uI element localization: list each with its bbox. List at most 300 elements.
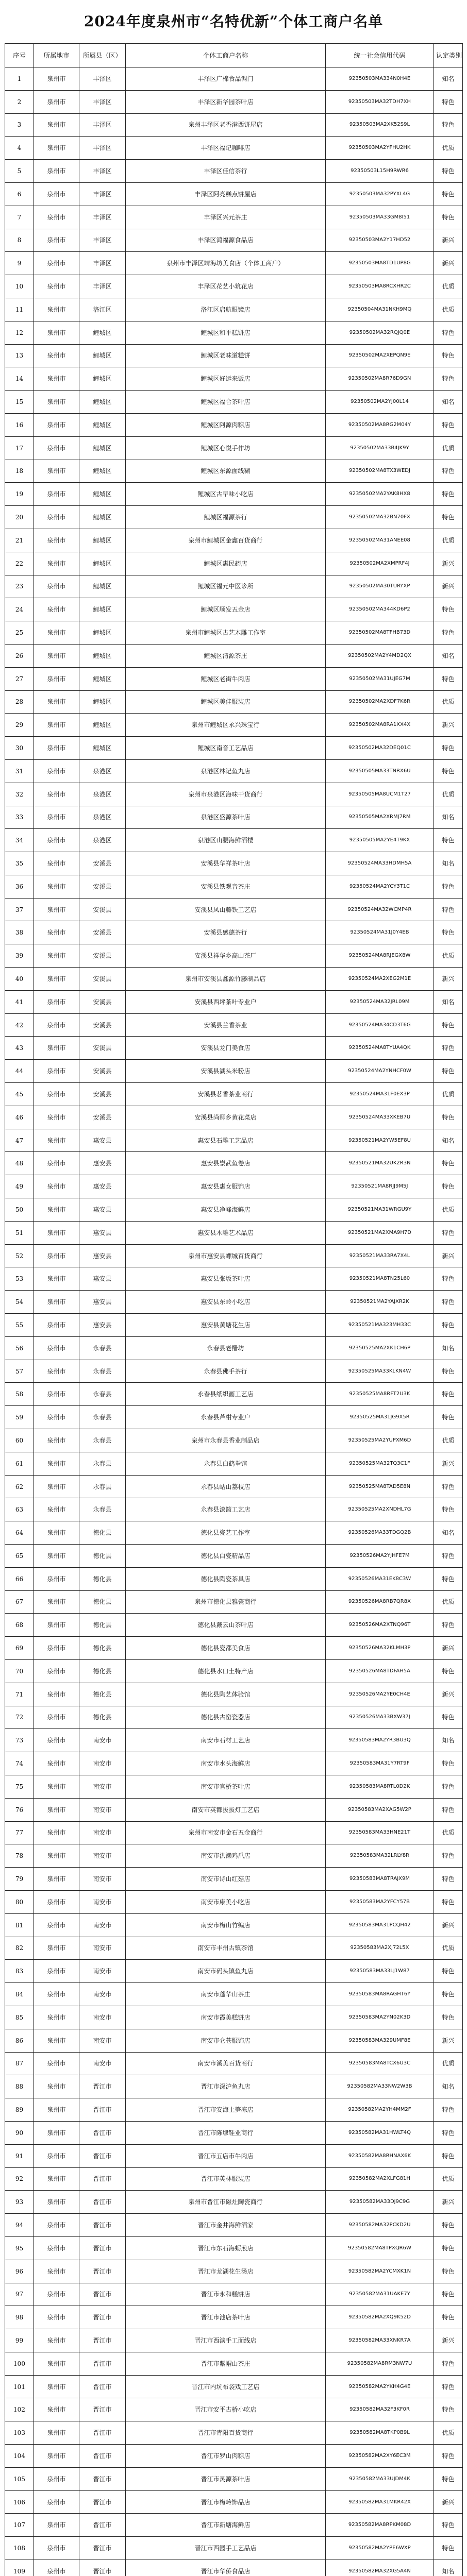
cell-merchant-name: 泉州市南安市金石五金商行 — [126, 1821, 326, 1844]
cell-index: 47 — [5, 1129, 34, 1152]
cell-merchant-name: 德化县古窑瓷器店 — [126, 1706, 326, 1729]
cell-district: 德化县 — [79, 1706, 126, 1729]
cell-credit-code: 92350582MA2YKH4G4E — [326, 2375, 434, 2398]
cell-credit-code: 92350521MA32UK2R3N — [326, 1152, 434, 1175]
cell-category: 知名 — [434, 1521, 463, 1545]
table-row — [5, 921, 463, 944]
cell-category: 特色 — [434, 1475, 463, 1498]
table-row — [5, 2167, 463, 2191]
cell-credit-code: 92350503MA32TDH7XH — [326, 90, 434, 113]
cell-credit-code: 92350503MA2Y17HD52 — [326, 229, 434, 252]
cell-district: 永春县 — [79, 1452, 126, 1475]
cell-city: 泉州市 — [34, 1360, 79, 1383]
cell-city: 泉州市 — [34, 2236, 79, 2260]
cell-category: 优质 — [434, 137, 463, 160]
cell-district: 安溪县 — [79, 944, 126, 968]
table-row — [5, 483, 463, 506]
cell-index: 62 — [5, 1475, 34, 1498]
cell-district: 鲤城区 — [79, 321, 126, 344]
cell-index: 45 — [5, 1083, 34, 1106]
cell-credit-code: 92350583MA2YFCY57B — [326, 1890, 434, 1913]
cell-city: 泉州市 — [34, 2144, 79, 2167]
cell-district: 南安市 — [79, 1983, 126, 2006]
cell-index: 85 — [5, 2006, 34, 2029]
table-row — [5, 506, 463, 529]
table-row — [5, 2236, 463, 2260]
cell-merchant-name: 泉州市泉港区海味干货商行 — [126, 783, 326, 806]
table-row — [5, 113, 463, 137]
cell-credit-code: 92350582MA33XNKR7A — [326, 2329, 434, 2352]
cell-merchant-name: 德化县水口土特产店 — [126, 1659, 326, 1683]
cell-index: 87 — [5, 2052, 34, 2075]
cell-district: 南安市 — [79, 1798, 126, 1821]
cell-category: 特色 — [434, 2006, 463, 2029]
cell-merchant-name: 南安市诗山红菇店 — [126, 1868, 326, 1891]
cell-credit-code: 92350525MA2YUPXM6D — [326, 1429, 434, 1452]
table-row — [5, 1752, 463, 1775]
cell-merchant-name: 晋江市西园手工艺品店 — [126, 2537, 326, 2560]
cell-category: 特色 — [434, 2236, 463, 2260]
cell-credit-code: 92350502MA31ANEE08 — [326, 529, 434, 552]
cell-index: 29 — [5, 714, 34, 737]
cell-district: 安溪县 — [79, 1013, 126, 1037]
cell-merchant-name: 鲤城区美佳服装店 — [126, 690, 326, 714]
cell-category: 知名 — [434, 2560, 463, 2576]
table-row — [5, 229, 463, 252]
cell-district: 鲤城区 — [79, 714, 126, 737]
cell-index: 1 — [5, 67, 34, 91]
cell-credit-code: 92350505MA33TNRX6U — [326, 759, 434, 783]
cell-category: 新兴 — [434, 1244, 463, 1267]
cell-merchant-name: 泉州丰泽区老香港西饼屋店 — [126, 113, 326, 137]
cell-credit-code: 92350525MA33KLKN4W — [326, 1360, 434, 1383]
cell-credit-code: 92350525MA8TAD5E8N — [326, 1475, 434, 1498]
cell-city: 泉州市 — [34, 2445, 79, 2468]
cell-index: 9 — [5, 252, 34, 275]
cell-index: 27 — [5, 667, 34, 690]
cell-index: 100 — [5, 2352, 34, 2375]
cell-merchant-name: 晋江市深沪鱼丸店 — [126, 2075, 326, 2098]
cell-city: 泉州市 — [34, 806, 79, 829]
cell-credit-code: 92350525MA8RFT2U3K — [326, 1383, 434, 1406]
cell-category: 新兴 — [434, 2490, 463, 2514]
cell-merchant-name: 永春县芦柑专业户 — [126, 1406, 326, 1429]
cell-merchant-name: 南安市石材工艺店 — [126, 1729, 326, 1752]
cell-category: 特色 — [434, 1406, 463, 1429]
cell-city: 泉州市 — [34, 2352, 79, 2375]
cell-index: 37 — [5, 898, 34, 921]
cell-city: 泉州市 — [34, 852, 79, 875]
cell-merchant-name: 德化县陶瓷茶具店 — [126, 1567, 326, 1590]
table-row — [5, 1383, 463, 1406]
cell-city: 泉州市 — [34, 2329, 79, 2352]
cell-credit-code: 92350582MA33NW2W3B — [326, 2075, 434, 2098]
cell-category: 特色 — [434, 1060, 463, 1083]
table-row — [5, 1152, 463, 1175]
cell-city: 泉州市 — [34, 391, 79, 414]
cell-district: 安溪县 — [79, 921, 126, 944]
cell-district: 南安市 — [79, 1821, 126, 1844]
cell-city: 泉州市 — [34, 1868, 79, 1891]
cell-credit-code: 92350582MA2YPE6WXP — [326, 2537, 434, 2560]
cell-city: 泉州市 — [34, 1475, 79, 1498]
cell-merchant-name: 永春县佛手茶行 — [126, 1360, 326, 1383]
cell-merchant-name: 丰泽区佳信茶行 — [126, 160, 326, 183]
cell-district: 鲤城区 — [79, 413, 126, 436]
cell-credit-code: 92350502MA8R76D9GN — [326, 367, 434, 391]
cell-category: 特色 — [434, 1567, 463, 1590]
cell-category: 优质 — [434, 690, 463, 714]
cell-category: 特色 — [434, 1267, 463, 1291]
table-row — [5, 252, 463, 275]
table-row — [5, 829, 463, 852]
cell-category: 特色 — [434, 1106, 463, 1129]
cell-credit-code: 92350582MA32PCKD2U — [326, 2214, 434, 2237]
cell-district: 德化县 — [79, 1590, 126, 1614]
cell-category: 特色 — [434, 2537, 463, 2560]
table-row — [5, 1267, 463, 1291]
cell-index: 64 — [5, 1521, 34, 1545]
cell-merchant-name: 泉州市惠安县螺城百货商行 — [126, 1244, 326, 1267]
cell-category: 知名 — [434, 1729, 463, 1752]
table-row — [5, 1198, 463, 1222]
cell-city: 泉州市 — [34, 1844, 79, 1868]
cell-credit-code: 92350582MA32F3KF0R — [326, 2398, 434, 2421]
cell-index: 39 — [5, 944, 34, 968]
cell-district: 鲤城区 — [79, 552, 126, 575]
cell-index: 3 — [5, 113, 34, 137]
cell-credit-code: 92350524MA33XKEB7U — [326, 1106, 434, 1129]
cell-credit-code: 92350582MA31MKR42X — [326, 2490, 434, 2514]
cell-index: 86 — [5, 2029, 34, 2052]
cell-credit-code: 92350583MA8RAGHT6Y — [326, 1983, 434, 2006]
cell-index: 15 — [5, 391, 34, 414]
cell-district: 鲤城区 — [79, 667, 126, 690]
table-row — [5, 1798, 463, 1821]
table-row — [5, 875, 463, 898]
cell-district: 鲤城区 — [79, 344, 126, 367]
cell-merchant-name: 晋江市青阳百货商行 — [126, 2421, 326, 2445]
table-row — [5, 137, 463, 160]
table-row — [5, 690, 463, 714]
table-row — [5, 1937, 463, 1960]
header-merchant-name: 个体工商户名称 — [126, 44, 326, 67]
cell-merchant-name: 鲤城区心悦手作坊 — [126, 436, 326, 460]
cell-city: 泉州市 — [34, 483, 79, 506]
cell-index: 18 — [5, 460, 34, 483]
cell-merchant-name: 晋江市灵源茶叶店 — [126, 2467, 326, 2490]
cell-category: 特色 — [434, 206, 463, 229]
cell-index: 10 — [5, 275, 34, 298]
cell-index: 13 — [5, 344, 34, 367]
cell-merchant-name: 南安市溪美百货商行 — [126, 2052, 326, 2075]
cell-city: 泉州市 — [34, 1798, 79, 1821]
cell-category: 特色 — [434, 460, 463, 483]
table-row — [5, 1060, 463, 1083]
cell-merchant-name: 晋江市紫帽山茶庄 — [126, 2352, 326, 2375]
table-row — [5, 321, 463, 344]
cell-index: 52 — [5, 1244, 34, 1267]
cell-credit-code: 92350521MA2YW5EF8U — [326, 1129, 434, 1152]
cell-credit-code: 92350582MA33UJDM4K — [326, 2467, 434, 2490]
cell-index: 83 — [5, 1960, 34, 1983]
cell-district: 晋江市 — [79, 2236, 126, 2260]
table-row — [5, 460, 463, 483]
cell-index: 51 — [5, 1221, 34, 1244]
cell-merchant-name: 南安市蓬华山茶庄 — [126, 1983, 326, 2006]
cell-credit-code: 92350582MA2XLFG81H — [326, 2167, 434, 2191]
cell-merchant-name: 丰泽区福记咖啡店 — [126, 137, 326, 160]
cell-category: 特色 — [434, 737, 463, 760]
cell-city: 泉州市 — [34, 2167, 79, 2191]
cell-index: 84 — [5, 1983, 34, 2006]
cell-index: 104 — [5, 2445, 34, 2468]
cell-category: 特色 — [434, 2121, 463, 2144]
cell-city: 泉州市 — [34, 1775, 79, 1798]
table-row — [5, 990, 463, 1013]
cell-index: 88 — [5, 2075, 34, 2098]
cell-merchant-name: 德化县瓷艺工作室 — [126, 1521, 326, 1545]
cell-category: 特色 — [434, 1659, 463, 1683]
cell-merchant-name: 安溪县祥华乡高山茶厂 — [126, 944, 326, 968]
cell-district: 鲤城区 — [79, 575, 126, 598]
cell-district: 晋江市 — [79, 2121, 126, 2144]
header-credit-code: 统一社会信用代码 — [326, 44, 434, 67]
cell-index: 94 — [5, 2214, 34, 2237]
table-row — [5, 1659, 463, 1683]
cell-district: 永春县 — [79, 1406, 126, 1429]
cell-merchant-name: 惠安县惠女服饰店 — [126, 1175, 326, 1198]
cell-category: 新兴 — [434, 714, 463, 737]
cell-index: 46 — [5, 1106, 34, 1129]
cell-district: 南安市 — [79, 1775, 126, 1798]
cell-city: 泉州市 — [34, 1383, 79, 1406]
cell-credit-code: 92350503L15H9RWR6 — [326, 160, 434, 183]
cell-credit-code: 92350502MA33B4JK9Y — [326, 436, 434, 460]
cell-index: 69 — [5, 1637, 34, 1660]
cell-district: 丰泽区 — [79, 113, 126, 137]
table-row — [5, 1498, 463, 1521]
table-row — [5, 2329, 463, 2352]
cell-index: 61 — [5, 1452, 34, 1475]
cell-merchant-name: 晋江市罗山肉粽店 — [126, 2445, 326, 2468]
table-row — [5, 1706, 463, 1729]
cell-district: 晋江市 — [79, 2537, 126, 2560]
cell-credit-code: 92350583MA33HNE21T — [326, 1821, 434, 1844]
table-row — [5, 2191, 463, 2214]
cell-credit-code: 92350524MA2YNHCF0W — [326, 1060, 434, 1083]
cell-district: 惠安县 — [79, 1314, 126, 1337]
cell-district: 鲤城区 — [79, 436, 126, 460]
cell-category: 特色 — [434, 483, 463, 506]
table-row — [5, 1406, 463, 1429]
cell-credit-code: 92350582MA2XQ9K52D — [326, 2306, 434, 2329]
cell-credit-code: 92350524MA2YCY3T1C — [326, 875, 434, 898]
table-row — [5, 2467, 463, 2490]
cell-credit-code: 92350503MA8TD1UP8G — [326, 252, 434, 275]
cell-category: 特色 — [434, 1291, 463, 1314]
cell-category: 优质 — [434, 1590, 463, 1614]
cell-index: 107 — [5, 2514, 34, 2537]
table-row — [5, 667, 463, 690]
cell-index: 33 — [5, 806, 34, 829]
table-row — [5, 2144, 463, 2167]
cell-district: 晋江市 — [79, 2467, 126, 2490]
cell-merchant-name: 鲤城区和平糕饼店 — [126, 321, 326, 344]
cell-category: 特色 — [434, 2445, 463, 2468]
cell-district: 南安市 — [79, 1844, 126, 1868]
cell-merchant-name: 惠安县东岭小吃店 — [126, 1291, 326, 1314]
cell-category: 特色 — [434, 1752, 463, 1775]
cell-index: 56 — [5, 1336, 34, 1360]
cell-index: 16 — [5, 413, 34, 436]
cell-credit-code: 92350502MA31UJEG7M — [326, 667, 434, 690]
cell-credit-code: 92350526MA33BXW37J — [326, 1706, 434, 1729]
cell-district: 晋江市 — [79, 2421, 126, 2445]
cell-merchant-name: 安溪县尚卿乡黄花菜店 — [126, 1106, 326, 1129]
cell-credit-code: 92350524MA2XEG2M1E — [326, 968, 434, 991]
cell-index: 7 — [5, 206, 34, 229]
table-row — [5, 968, 463, 991]
cell-merchant-name: 南安市丰州古镇茶馆 — [126, 1937, 326, 1960]
cell-city: 泉州市 — [34, 714, 79, 737]
cell-index: 21 — [5, 529, 34, 552]
cell-index: 60 — [5, 1429, 34, 1452]
cell-index: 105 — [5, 2467, 34, 2490]
cell-credit-code: 92350583MA31Y7RT9F — [326, 1752, 434, 1775]
cell-merchant-name: 安溪县龙门美食店 — [126, 1037, 326, 1060]
cell-credit-code: 92350502MA30TURYXP — [326, 575, 434, 598]
cell-district: 德化县 — [79, 1637, 126, 1660]
table-row — [5, 206, 463, 229]
cell-merchant-name: 晋江市内坑布袋戏工艺店 — [126, 2375, 326, 2398]
cell-merchant-name: 安溪县铁观音茶庄 — [126, 875, 326, 898]
cell-index: 91 — [5, 2144, 34, 2167]
cell-city: 泉州市 — [34, 436, 79, 460]
cell-category: 特色 — [434, 2352, 463, 2375]
cell-merchant-name: 惠安县崇武鱼卷店 — [126, 1152, 326, 1175]
cell-city: 泉州市 — [34, 1106, 79, 1129]
table-row — [5, 2029, 463, 2052]
cell-credit-code: 92350583MA329UMF8E — [326, 2029, 434, 2052]
cell-merchant-name: 泉州市鲤城区金鑫百货商行 — [126, 529, 326, 552]
header-category: 认定类别 — [434, 44, 463, 67]
cell-credit-code: 92350583MA8TCX6U3C — [326, 2052, 434, 2075]
cell-district: 南安市 — [79, 1937, 126, 1960]
cell-city: 泉州市 — [34, 2214, 79, 2237]
table-row — [5, 1083, 463, 1106]
cell-city: 泉州市 — [34, 137, 79, 160]
cell-district: 南安市 — [79, 2006, 126, 2029]
cell-index: 102 — [5, 2398, 34, 2421]
cell-city: 泉州市 — [34, 344, 79, 367]
cell-credit-code: 92350526MA33TDGQ2B — [326, 1521, 434, 1545]
cell-credit-code: 92350582MA31HWLT4Q — [326, 2121, 434, 2144]
table-row — [5, 1221, 463, 1244]
table-row — [5, 1521, 463, 1545]
cell-district: 晋江市 — [79, 2445, 126, 2468]
cell-index: 42 — [5, 1013, 34, 1037]
cell-city: 泉州市 — [34, 2075, 79, 2098]
table-row — [5, 67, 463, 91]
cell-city: 泉州市 — [34, 2467, 79, 2490]
cell-category: 新兴 — [434, 1637, 463, 1660]
cell-merchant-name: 德化县戴云山茶叶店 — [126, 1614, 326, 1637]
cell-city: 泉州市 — [34, 690, 79, 714]
cell-merchant-name: 永春县白鹤拳馆 — [126, 1452, 326, 1475]
cell-credit-code: 92350582MA8TKP0B9L — [326, 2421, 434, 2445]
cell-city: 泉州市 — [34, 1521, 79, 1545]
cell-credit-code: 92350521MA2YAJXR2K — [326, 1291, 434, 1314]
cell-index: 8 — [5, 229, 34, 252]
cell-category: 优质 — [434, 275, 463, 298]
cell-category: 特色 — [434, 2214, 463, 2237]
table-row — [5, 806, 463, 829]
cell-credit-code: 92350583MA8RTL0D2K — [326, 1775, 434, 1798]
cell-category: 新兴 — [434, 252, 463, 275]
cell-city: 泉州市 — [34, 783, 79, 806]
cell-city: 泉州市 — [34, 829, 79, 852]
cell-district: 德化县 — [79, 1614, 126, 1637]
cell-category: 知名 — [434, 852, 463, 875]
table-row — [5, 1013, 463, 1037]
cell-merchant-name: 安溪县湖头米粉店 — [126, 1060, 326, 1083]
cell-district: 晋江市 — [79, 2375, 126, 2398]
cell-credit-code: 92350521MA8RJJ9M5J — [326, 1175, 434, 1198]
cell-index: 97 — [5, 2283, 34, 2306]
cell-district: 晋江市 — [79, 2514, 126, 2537]
cell-city: 泉州市 — [34, 160, 79, 183]
cell-category: 知名 — [434, 1336, 463, 1360]
cell-merchant-name: 德化县瓷都美食店 — [126, 1637, 326, 1660]
cell-district: 惠安县 — [79, 1198, 126, 1222]
cell-index: 65 — [5, 1545, 34, 1568]
table-row — [5, 1291, 463, 1314]
cell-merchant-name: 泉州市德化县雅瓷商行 — [126, 1590, 326, 1614]
cell-category: 特色 — [434, 506, 463, 529]
cell-district: 南安市 — [79, 1960, 126, 1983]
cell-city: 泉州市 — [34, 2421, 79, 2445]
cell-index: 81 — [5, 1913, 34, 1937]
cell-city: 泉州市 — [34, 1706, 79, 1729]
cell-city: 泉州市 — [34, 252, 79, 275]
cell-merchant-name: 洛江区启航眼镜店 — [126, 298, 326, 321]
cell-merchant-name: 晋江市金井海鲜酒家 — [126, 2214, 326, 2237]
cell-credit-code: 92350583MA31PCQH42 — [326, 1913, 434, 1937]
cell-district: 鲤城区 — [79, 391, 126, 414]
table-row — [5, 621, 463, 645]
cell-category: 特色 — [434, 2098, 463, 2122]
cell-category: 特色 — [434, 2260, 463, 2283]
cell-district: 安溪县 — [79, 1083, 126, 1106]
cell-credit-code: 92350524MA8RJEGX8W — [326, 944, 434, 968]
cell-index: 58 — [5, 1383, 34, 1406]
cell-city: 泉州市 — [34, 575, 79, 598]
cell-merchant-name: 鲤城区老味道糕饼 — [126, 344, 326, 367]
cell-district: 永春县 — [79, 1336, 126, 1360]
cell-city: 泉州市 — [34, 1983, 79, 2006]
cell-category: 特色 — [434, 1706, 463, 1729]
cell-city: 泉州市 — [34, 968, 79, 991]
cell-category: 优质 — [434, 1083, 463, 1106]
cell-district: 德化县 — [79, 1683, 126, 1706]
cell-category: 知名 — [434, 67, 463, 91]
cell-city: 泉州市 — [34, 413, 79, 436]
cell-merchant-name: 永春县纸织画工艺店 — [126, 1383, 326, 1406]
cell-city: 泉州市 — [34, 2098, 79, 2122]
table-row — [5, 2352, 463, 2375]
table-row — [5, 2075, 463, 2098]
